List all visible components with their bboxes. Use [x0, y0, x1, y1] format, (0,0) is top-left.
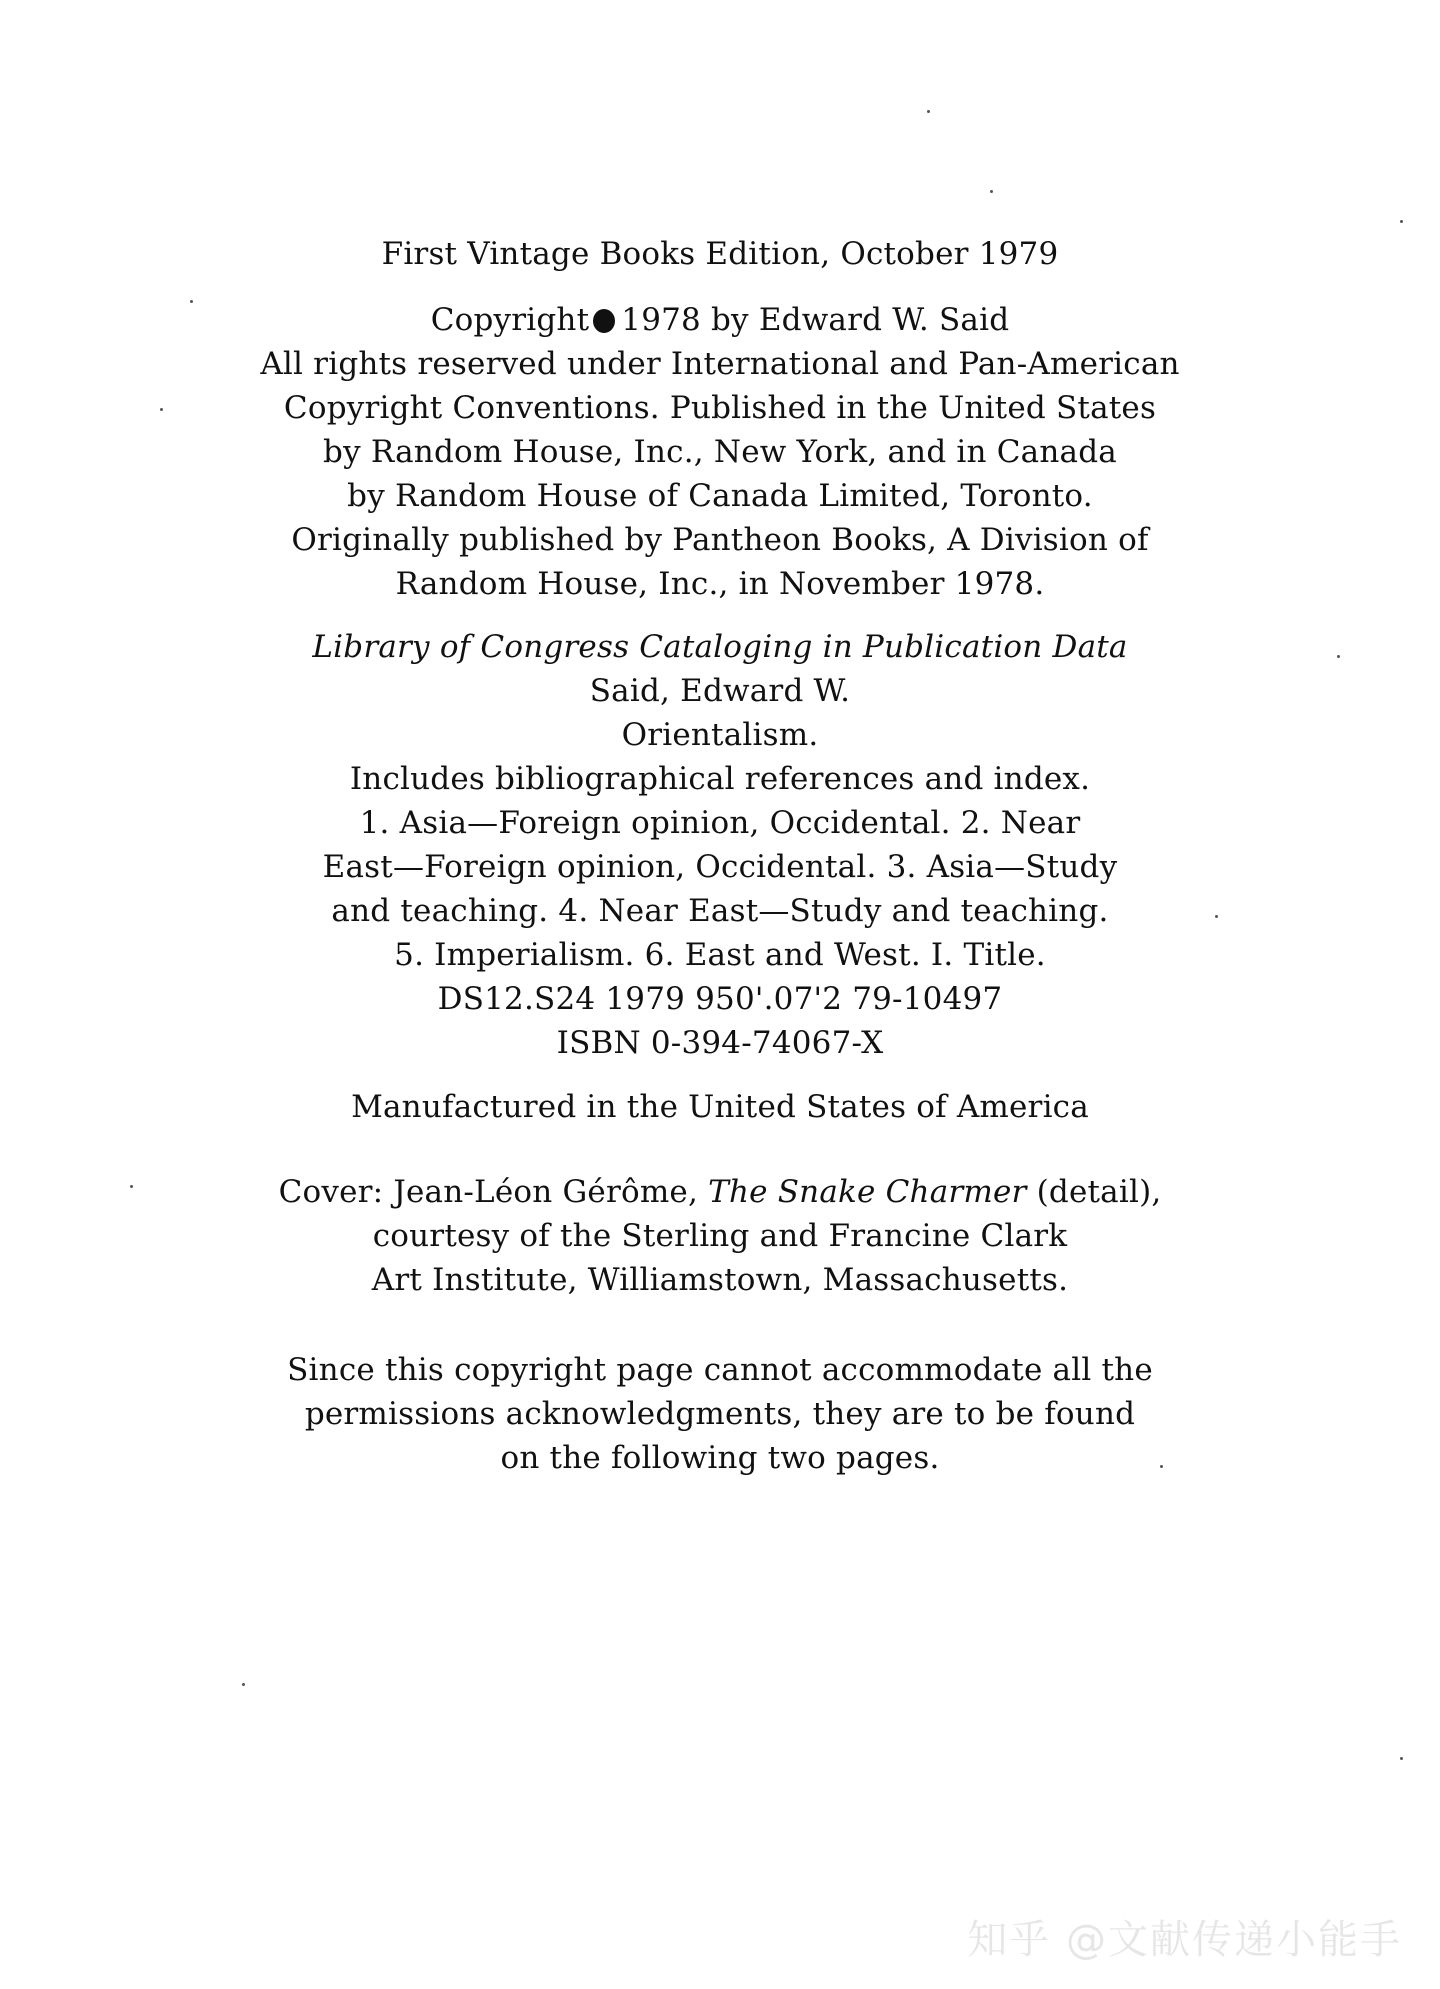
scan-speck	[1215, 915, 1218, 918]
permissions-line: permissions acknowledgments, they are to be found	[304, 1396, 1136, 1432]
scan-speck	[160, 408, 163, 411]
isbn-line: ISBN 0-394-74067-X	[556, 1025, 884, 1061]
copyright-notice	[0, 298, 1440, 606]
manufactured-line: Manufactured in the United States of America	[351, 1089, 1089, 1125]
scan-speck	[1400, 220, 1403, 223]
cover-credit-line: Art Institute, Williamstown, Massachusetts.	[371, 1262, 1069, 1298]
cip-line: East—Foreign opinion, Occidental. 3. Asia—Study	[322, 849, 1118, 885]
cover-prefix: Cover: Jean-Léon Gérôme,	[278, 1174, 709, 1210]
scan-speck	[1337, 655, 1340, 658]
cip-heading: Library of Congress Cataloging in Publication Data	[312, 629, 1128, 665]
copyright-suffix: 1978 by Edward W. Said	[621, 302, 1010, 338]
cover-suffix: (detail),	[1026, 1174, 1162, 1210]
copyright-line	[0, 298, 1440, 342]
cip-line: and teaching. 4. Near East—Study and teaching.	[331, 893, 1109, 929]
copyright-text-line: Originally published by Pantheon Books, A Division of	[291, 522, 1149, 558]
cover-credit-line: courtesy of the Sterling and Francine Clark	[372, 1218, 1068, 1254]
cip-line: Said, Edward W.	[589, 673, 851, 709]
cover-artwork-title: The Snake Charmer	[708, 1174, 1027, 1210]
copyright-text-line: Random House, Inc., in November 1978.	[395, 566, 1045, 602]
copyright-prefix: Copyright	[430, 302, 590, 338]
scan-speck	[990, 190, 993, 193]
edition-notice	[0, 232, 1440, 276]
scan-speck	[130, 1185, 133, 1188]
scan-speck	[927, 110, 930, 113]
cip-line: 5. Imperialism. 6. East and West. I. Title.	[394, 937, 1046, 973]
scan-speck	[1400, 1757, 1403, 1760]
scan-speck	[242, 1683, 245, 1686]
cip-line: Includes bibliographical references and index.	[349, 761, 1091, 797]
copyright-symbol-icon	[593, 309, 615, 333]
cip-line: 1. Asia—Foreign opinion, Occidental. 2. Near	[359, 805, 1081, 841]
scan-speck	[190, 300, 193, 303]
cover-credit	[0, 1170, 1440, 1302]
permissions-line: Since this copyright page cannot accommodate all the	[287, 1352, 1153, 1388]
cataloging-data	[0, 625, 1440, 1065]
cip-line: Orientalism.	[621, 717, 819, 753]
copyright-text-line: All rights reserved under International and Pan-American	[260, 346, 1180, 382]
cip-line: DS12.S24 1979 950'.07'2 79-10497	[437, 981, 1003, 1017]
copyright-text-line: Copyright Conventions. Published in the United States	[283, 390, 1157, 426]
manufactured-notice	[0, 1085, 1440, 1129]
watermark: 知乎 @文献传递小能手	[967, 1917, 1402, 1963]
cover-credit-line	[0, 1170, 1440, 1214]
edition-line: First Vintage Books Edition, October 1979	[381, 236, 1059, 272]
permissions-line: on the following two pages.	[500, 1440, 940, 1476]
copyright-text-line: by Random House of Canada Limited, Toronto.	[347, 478, 1093, 514]
permissions-notice	[0, 1348, 1440, 1480]
copyright-text-line: by Random House, Inc., New York, and in Canada	[323, 434, 1117, 470]
scan-speck	[1160, 1465, 1163, 1468]
